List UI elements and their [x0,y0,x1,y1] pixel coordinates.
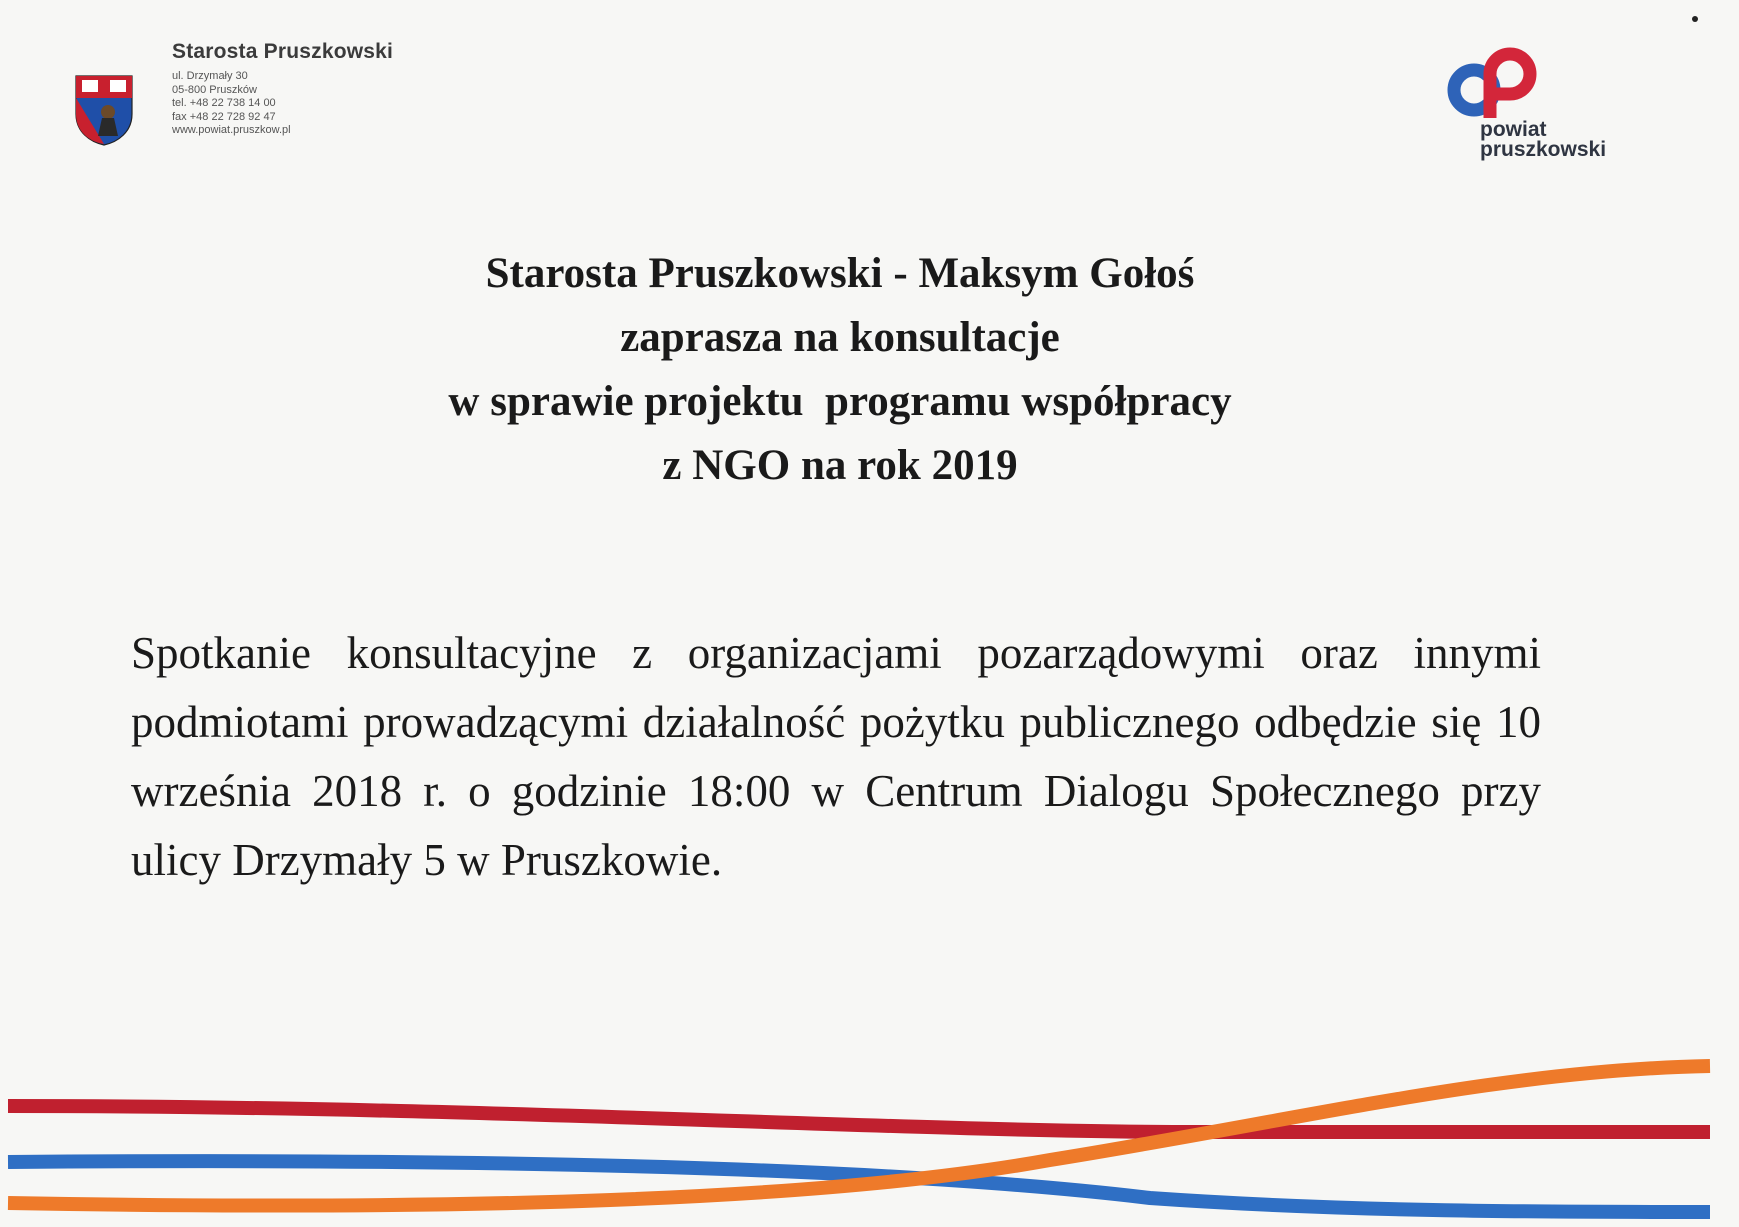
title-line-1: Starosta Pruszkowski - Maksym Gołoś [485,250,1195,297]
stripe-red [8,1106,1710,1132]
title-line-4: z NGO na rok 2019 [662,442,1018,489]
powiat-pruszkowski-logo-icon [1446,46,1538,122]
brand-wordmark [1480,120,1606,160]
address-street: ul. Drzymały 30 [172,70,248,82]
phone-number: tel. +48 22 738 14 00 [172,97,276,109]
title-line-2: zaprasza na konsultacje [620,314,1060,361]
fax-number: fax +48 22 728 92 47 [172,110,276,123]
office-name: Starosta Pruszkowski [172,40,394,63]
address-city: 05-800 Pruszków [172,83,257,96]
website-link[interactable]: www.powiat.pruszkow.pl [172,124,291,136]
scan-dot [1692,16,1698,22]
brand-text-line1: powiat [1480,118,1547,141]
title-line-3: w sprawie projektu programu współpracy [448,378,1232,425]
brand-text-line2: pruszkowski [1480,138,1607,161]
announcement-title [250,242,1430,498]
county-coat-of-arms-icon [74,74,134,146]
announcement-body: Spotkanie konsultacyjne z organizacjami pozarządowymi oraz innymi podmiotami prowadzącymi działalność pożytku publicznego odbędzie się 10 września 2018 r. o godzinie 18:00 w Centrum Dialogu Społecznego przy ulicy Drzymały 5 w Pruszkowie. [131,628,1541,885]
decorative-stripes [0,1040,1739,1227]
office-header [172,40,393,138]
